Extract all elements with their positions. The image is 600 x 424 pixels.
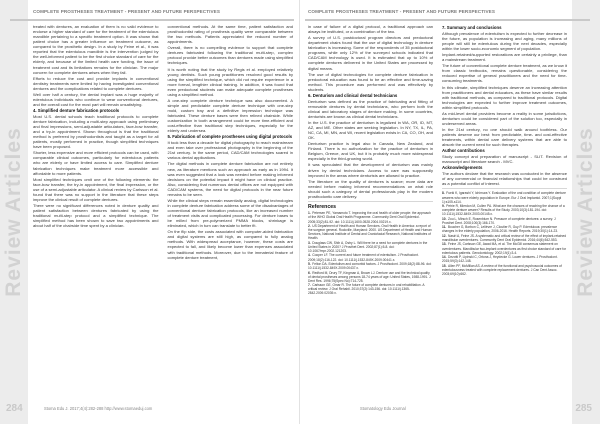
paragraph: It took less than a decade for digital photography to reach mainstream and even take over professional photography in the beginning of the 21st century. In the same period, CAD/CAM technologies soared in various dental applications. bbox=[167, 140, 293, 161]
left-footer: Stoma Edu J. 2017;4(4):282-288 http://www.stomaeduj.com bbox=[44, 406, 153, 411]
reference-item bbox=[442, 242, 567, 254]
reference-text: Allen PF, McMillan AS. A review of the functional and psychosocial outcomes of edentulousness treated with complete replacement dentures. J Can Dent Assoc. 2003;69(10):662. bbox=[442, 263, 562, 276]
reference-item bbox=[442, 225, 567, 233]
reference-list bbox=[442, 191, 567, 276]
reference-item bbox=[442, 234, 567, 242]
paragraph: Denturism was defined as the practice of fabricating and fitting of removable dentures by dental technicians, who perform both the clinical and laboratory stages of denture making. In some countries, denturists are known as clinical dental technicians. bbox=[308, 98, 433, 119]
right-footer: Stomatology Edu Journal bbox=[360, 406, 406, 411]
left-sidebar-label: Review Articles bbox=[2, 127, 25, 297]
left-column-2 bbox=[168, 24, 294, 261]
reference-number: 9. bbox=[442, 204, 445, 209]
reference-item bbox=[308, 241, 433, 253]
section-heading: 6. Denturism and clinical dental technicians bbox=[308, 92, 398, 98]
paragraph: A survey of U.S. postdoctoral program directors and predoctoral department chairs found that the use of digital technology in denture fabrication is increasing. Some of the respondents of 35 postdoctoral programs, while only 12% of the surveyed schools indicated that CAD/CAM technology is used. It is estimated that up to 10% of complete dentures delivered in the United States are processed by digital means. bbox=[308, 35, 433, 71]
paragraph: Most U.S. dental schools teach traditional protocols to complete denture fabrication, including a multi-step approach using preliminary and final impressions, semi-adjustable articulators, face-bow transfer, and a try-in appointment. Shown throughout is that the traditional method is preferred by prosthodontists and taught as a target for all patients, mostly performed in practice, though simplified techniques have been proposed. bbox=[33, 113, 159, 150]
paragraph: Most simplified techniques omit one of the following elements: the face-bow transfer, the try-in appointment, the final impression, or the use of a semi-adjustable articulator. A clinical review by Carlsson et al. found that there was no support in the literature that these steps improve the clinical result of complete dentures. bbox=[33, 176, 159, 202]
reference-text: Petersen PE, Yamamoto T. Improving the oral health of older people: the approach of the WHO Global Oral Health Programme. Community Dent Oral Epidemiol. 2005;33(2):81-92. doi: 10.1111/j.1600-0528.2004.00219.x. bbox=[308, 211, 431, 224]
reference-text: Redford M, Drury TF, Kingman A, Brown LJ. Denture use and the technical quality of dental prostheses among persons 18-74 years of age: United States, 1988-1991. J Dent Res. 1996;75(Spec No):714-725. bbox=[308, 270, 431, 283]
section-heading: Author contributions bbox=[442, 148, 485, 154]
paragraph: Implant-retained/supported restorations are certainly a privilege, than a mainstream treatment. bbox=[442, 52, 567, 63]
reference-item bbox=[442, 264, 567, 276]
reference-item bbox=[308, 271, 433, 283]
reference-number: 8. bbox=[442, 191, 445, 196]
reference-item bbox=[308, 211, 433, 223]
reference-text: Felton DA. Edentulism and comorbid factors. J Prosthodont. 2009;18(2):88-96. doi: 10.1111/j.1532-849X.2009.00437.x. bbox=[308, 262, 432, 271]
right-sidebar bbox=[572, 0, 600, 424]
section-heading: 7. Summary and conclusions bbox=[442, 25, 502, 30]
reference-item bbox=[442, 191, 567, 203]
reference-text: Petrie R, Mierdon M, Cullen PA. What are the chances of reaching the chance of a complete denture wearer? Results of the Study. 2003;10(3):181-194. doi: 10.1111/j.1532-849X.2003.00145.x. bbox=[442, 204, 565, 217]
reference-number: 5. bbox=[308, 262, 311, 266]
reference-number: 4. bbox=[308, 253, 311, 258]
right-running-head: COMPLETE PROSTHESES TREATMENT - PRESENT AND FUTURE PERSPECTIVES bbox=[308, 9, 496, 14]
reference-number: 14. bbox=[442, 255, 447, 260]
paragraph: Well over half a century, the dental implant was a huge majority of edentulous individuals who continue to wear conventional dentures, and the overall cost for the most part will remain unsatisfying. bbox=[33, 91, 159, 107]
reference-text: Douglass CW, Shih A, Ostry L. Will there be a need for complete dentures in the United States in 2020? J Prosthet Dent. 2002;87(1):5-8. doi: 10.1067/mpr.2002.121203. bbox=[308, 240, 428, 253]
reference-number: 15. bbox=[442, 263, 447, 268]
right-column-2 bbox=[442, 24, 567, 296]
reference-text: Feine JS, Carlsson GE, Awad MA, et al. The McGill consensus statement on overdentures. Mandibular two-implant overdentures as first choice standard of care for edentulous patients. Gerodontology. 2002;19(1):3-4. bbox=[442, 242, 567, 255]
reference-list bbox=[308, 211, 433, 295]
left-header-rule bbox=[10, 19, 294, 21]
left-columns bbox=[33, 24, 293, 261]
paragraph: It is worth noting that the study by Regis et al. employed relatively young dentists. Such young practitioners resolved good results by using the simplified technique, which did not require experience in a more formal, lengthier clinical training. In addition, it was found that even predoctoral students can make adequate complete prostheses using a simplified method. bbox=[167, 66, 293, 97]
paragraph: The use of digital technologies for complete denture fabrication in predoctoral education was found to be an effective and time-saving method. This procedure was performed and was effectively by students. bbox=[308, 71, 433, 92]
right-header-rule bbox=[305, 19, 590, 21]
reference-text: Cooper LF. The current and future treatment of edentulism. J Prosthodont. 2009;18(2):116-122. doi: 10.1111/j.1532-849X.2009.00441.x. bbox=[308, 253, 419, 262]
reference-text: Zou L, Mirsch E, Rosenblum N. Pressure of complete dentures: a survey. J Prosthet Dent. 2008;100(3):166-170. bbox=[442, 216, 556, 225]
paragraph: The authors declare that the research was conducted in the absence of any commercial or financial relationships that could be construed as a potential conflict of interest. bbox=[442, 171, 567, 187]
right-columns bbox=[308, 24, 567, 296]
reference-item bbox=[308, 253, 433, 261]
references-divider bbox=[442, 188, 567, 189]
paragraph: conventional methods. At the same time, patient satisfaction and prosthodontist rating of prosthesis quality were comparable between the two methods. Patients appreciated the reduced number of appointments. bbox=[167, 24, 293, 45]
paragraph: Although prevalence of edentulism is expected to further decrease in the future, as population is increasing and aging, many millions of people will still be edentulous during the next decades, especially within the lower socio-economic segment of population. bbox=[442, 30, 567, 52]
section-heading: 4. Simplified denture fabrication protocols bbox=[33, 108, 120, 113]
left-sidebar bbox=[0, 0, 28, 424]
reference-item bbox=[442, 204, 567, 216]
right-sidebar-label: Review Articles bbox=[574, 127, 597, 297]
reference-text: Carlsson GE, Omar R. The future of complete dentures in oral rehabilitation. A critical review. J Oral Rehabil. 2010;37(2):143-156. doi: 10.1111/j.1365-2842.2009.02039.x. bbox=[308, 283, 425, 296]
paragraph: In the 21st century, no one should walk around toothless. Our patients deserve our best: from predictable, time- and cost-effective treatments, within dental care delivery systems that are able to absorb the current need for such therapies. bbox=[442, 127, 567, 148]
reference-text: Boucher G, Borbon C, Lelièvre J, Cloutier R, Guy P. Edentulous: prevalence changes in the elderly population, 2006-2016. Health Reports. 2019;30(1):14-23. bbox=[442, 225, 558, 234]
paragraph: The literature on the quality of dentures is scarce; more data are needed before making informed recommendations on what role should such a category of dental professionals play in the modern prosthodontic care delivery. bbox=[308, 178, 433, 199]
reference-number: 13. bbox=[442, 242, 447, 247]
paragraph: Denturism practice is legal also in Canada, New Zealand, and Finland. There is no authorization for the practice of denturism in Belgium, Greece, and UK, but it is probably much more widespread especially in the third-growing world. bbox=[308, 141, 433, 162]
reference-text: Fueki K, Igarashi Y, Ichimura Y. Evaluation of the oral condition of complete denture wearers who were elderly population in Europe. Eur J Oral Implantol. 2007;1(Suppl 1):s105-s114. bbox=[442, 191, 566, 204]
paragraph: There were no significant differences noted in denture quality and patient satisfaction between dentures fabricated by using the traditional multi-step protocol and a simplified technique. The simplified method has been shown to save two appointments and about half of the chairside time spent by a clinician. bbox=[33, 202, 159, 229]
reference-number: 12. bbox=[442, 233, 447, 238]
paragraph: Overall, there is no compelling evidence to support that complete dentures fabricated following the traditional multi-step, complex protocol provide better outcomes than dentures made using simplified techniques. bbox=[167, 45, 293, 66]
left-page-number: 284 bbox=[6, 403, 23, 414]
reference-number: 1. bbox=[308, 211, 311, 216]
reference-number: 11. bbox=[442, 225, 447, 230]
left-running-head: COMPLETE PROSTHESES TREATMENT - PRESENT AND FUTURE PERSPECTIVES bbox=[33, 9, 221, 14]
reference-item bbox=[442, 255, 567, 263]
paragraph: The digital methods in complete denture fabrication are not entirely new, as literature mentions such an approach as early as in 1994. It was even suggested that a look was needed before making informed decisions on the potential impact it might have on clinical practice. Also, considering that numerous dental offices are not equipped with CAD/CAM systems, the need for digital protocols in the near future remains to be seen. bbox=[167, 161, 293, 197]
paragraph: A one-step complete denture technique was also documented. A simple and predictable complete denture technique with one-step mold, custom tray and a definitive impression technique was fabricated. These denture bases were then relined chairside. While customization in tooth arrangement could be more time-efficient and cost-effective than traditional step techniques, especially for the elderly and undersea. bbox=[167, 97, 293, 134]
reference-item bbox=[308, 224, 433, 240]
left-column-1 bbox=[33, 24, 159, 261]
paragraph: In the U.S. the practice of denturism is legalized in WA, OR, ID, MT, AZ, and ME. Other states are seeking legislation. In NY, TX, IL, PA, NC, CA, MI, MN, and WI, recent legislation exists in CA, CO, OH, and OK. bbox=[308, 119, 433, 141]
reference-text: US Department of Health and Human Services. Oral Health in America: a report of the surgeon general. Rockville, Maryland: 2000. US Department of Health and Human Services, National Institute of Dental and Craniofacial Research, National Institutes of Health. bbox=[308, 223, 432, 241]
paragraph: As mid-level dental providers become a reality in some jurisdictions, denturism could be considered part of the solution too, especially in underserved areas. bbox=[442, 110, 567, 126]
reference-item bbox=[308, 262, 433, 270]
paragraph: The future of conventional complete denture treatment, as we know it from classic textbooks, remains questionable, considering the reduced expertise of general practitioners and the need for time-consuming treatments. bbox=[442, 63, 567, 84]
references-divider bbox=[308, 201, 433, 202]
reference-number: 10. bbox=[442, 216, 447, 221]
paragraph: On the flip side, the costs associated with computer-aided fabrication and digital systems are still high, as compared to fully analog methods. With widespread acceptance, however, these costs are expected to fall, and likely become lower than expenses associated with traditional methods. Moreover, due to the immaterial feature of complete denture treatment, bbox=[167, 229, 293, 260]
paragraph: It was speculated that the development of denturism was mainly driven by dental technicians. Access to care was supposedly improved in the areas where denturists are allowed to practice. bbox=[308, 162, 433, 178]
paragraph: treated with dentures, an evaluation of them is no valid evidence to endorse a higher standard of care for the treatment of the edentulous mandible pertaining to a specific treatment option. It was shown that patient choice has a greater influence on treatment outcome, as compared to the prosthetic design. In a study by Feine et al., it was reported that the edentulous mandible is the intervention judged by the well-informed patient to be the first choice standard of care for the elderly, and because of the limited health care funding, the issue of treatment cost and its limitations remains for the clinician. The major concern for complete dentures arises when they fail. bbox=[33, 24, 159, 75]
right-page bbox=[300, 0, 600, 424]
section-heading: Acknowledgements bbox=[442, 165, 483, 171]
right-page-number: 285 bbox=[575, 403, 592, 414]
references-heading: References bbox=[308, 203, 336, 210]
reference-item bbox=[442, 217, 567, 225]
paragraph: in case of failure of a digital protocol, a traditional approach can always be instituted, or a combination of the two. bbox=[308, 24, 433, 35]
paragraph: In this climate, simplified techniques deserve an increasing attention from practitioners and dental educators, as these have similar results with traditional methods, as compared to traditional protocols. Digital technologies are expected to further improve treatment outcomes, within simplified protocols. bbox=[442, 84, 567, 110]
paragraph: Shorter, less expensive and more efficient protocols can be used, with comparable clinical outcomes, particularly for edentulous patients who are elderly or have limited access to care. Simplified denture fabrication techniques make treatment more accessible and affordable to more patients. bbox=[33, 150, 159, 176]
reference-item bbox=[308, 283, 433, 295]
reference-number: 6. bbox=[308, 270, 311, 275]
paragraph: While the clinical steps remain essentially analog, digital technologies in complete denture fabrication address some of the disadvantages of conventional denture fabrication protocols, like an increased number of treatment visits and complicated processing. For denture bases to be milled from pre-polymerized PMMA blocks, shrinkage is eliminated, which in turn can translate to better fit. bbox=[167, 197, 293, 229]
reference-number: 7. bbox=[308, 283, 311, 288]
reference-text: Dezotti P, Lipinski C, Ortona J, Heydecke G. Lower dentures. J Prosthodont. 2015;59(3):142-148. bbox=[442, 255, 558, 264]
reference-number: 2. bbox=[308, 223, 311, 228]
reference-text: Nasiri A, Feine JS. A systematic and critical review of the effect of implant-retained mandibular overdentures. Community Dent Oral Epidemiol. 2016;44(6):542-553. bbox=[442, 233, 567, 242]
paragraph: Efforts to reduce the cost and provide implants in conventional dentistry treatments were limited by having investigated conventional dentures and the complications related to complete dentures. bbox=[33, 75, 159, 91]
reference-number: 3. bbox=[308, 240, 311, 245]
paragraph: Study concept and preparation of manuscript - SLIT. Revision of manuscript and literature search - MVC. bbox=[442, 154, 567, 165]
right-column-1 bbox=[308, 24, 433, 296]
section-heading: 5. Fabrication of complete prostheses using digital protocols bbox=[167, 134, 293, 140]
